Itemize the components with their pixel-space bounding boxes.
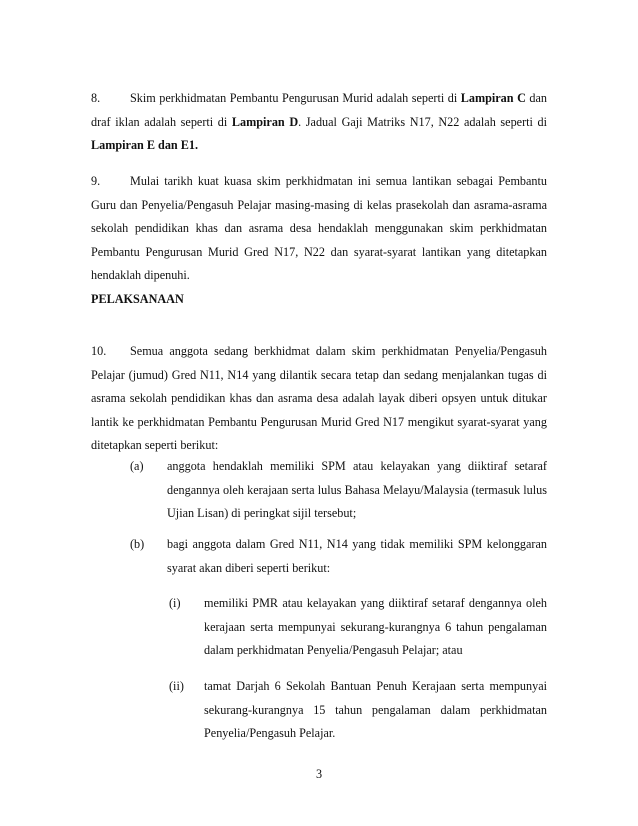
list-item-label: (ii) (169, 679, 184, 693)
sub-item-ii (169, 675, 547, 746)
paragraph-number: 10. (91, 344, 107, 358)
bold-reference: Lampiran E dan E1. (91, 138, 199, 152)
bold-reference: Lampiran D (231, 114, 299, 129)
paragraph-text: Skim perkhidmatan Pembantu Pengurusan Murid adalah seperti di (130, 91, 461, 105)
list-item-label: (b) (130, 537, 145, 551)
paragraph-8 (91, 87, 547, 158)
paragraph-9 (91, 170, 547, 288)
list-item-text: tamat Darjah 6 Sekolah Bantuan Penuh Kerajaan serta mempunyai sekurang-kurangnya 15 tahun pengalaman dalam perkhidmatan Penyelia/Pengasuh Pelajar. (204, 679, 547, 740)
page-number: 3 (315, 767, 323, 781)
list-item-label: (a) (130, 459, 144, 473)
list-item-text: bagi anggota dalam Gred N11, N14 yang tidak memiliki SPM kelonggaran syarat akan diberi seperti berikut: (167, 537, 547, 575)
paragraph-text: Mulai tarikh kuat kuasa skim perkhidmatan ini semua lantikan sebagai Pembantu Guru dan Penyelia/Pengasuh Pelajar masing-masing di kelas prasekolah dan asrama-asrama sekolah pendidikan khas dan asrama desa hendaklah menggunakan skim perkhidmatan Pembantu Pengurusan Murid Gred N17, N22 dan syarat-syarat lantikan yang ditetapkan hendaklah dipenuhi. (91, 174, 547, 282)
paragraph-number: 9. (91, 174, 101, 188)
paragraph-text: dan draf iklan adalah seperti di (91, 91, 547, 129)
list-item-text: anggota hendaklah memiliki SPM atau kelayakan yang diiktiraf setaraf dengannya oleh kerajaan serta lulus Bahasa Melayu/Malaysia (termasuk lulus Ujian Lisan) di peringkat sijil tersebut; (167, 459, 547, 520)
list-item-a (130, 455, 547, 526)
paragraph-10 (91, 340, 547, 458)
paragraph-text: . Jadual Gaji Matriks N17, N22 adalah seperti di (298, 114, 548, 129)
list-item-text: memiliki PMR atau kelayakan yang diiktiraf setaraf dengannya oleh kerajaan serta mempunyai sekurang-kurangnya 6 tahun pengalaman dalam perkhidmatan Penyelia/Pengasuh Pelajar; atau (204, 596, 547, 657)
bold-reference: Lampiran C (460, 91, 526, 105)
paragraph-text: Semua anggota sedang berkhidmat dalam skim perkhidmatan Penyelia/Pengasuh Pelajar (jumud) Gred N11, N14 yang dilantik secara tetap dan sedang menjalankan tugas di asrama sekolah pendidikan khas dan asrama desa adalah layak diberi opsyen untuk ditukar lantik ke perkhidmatan Pembantu Pengurusan Murid Gred N17 mengikut syarat-syarat yang ditetapkan seperti berikut: (91, 344, 547, 452)
paragraph-number: 8. (91, 91, 101, 105)
section-heading: PELAKSANAAN (91, 292, 184, 306)
sub-item-i (169, 592, 547, 663)
list-item-label: (i) (169, 596, 181, 610)
list-item-b (130, 533, 547, 580)
